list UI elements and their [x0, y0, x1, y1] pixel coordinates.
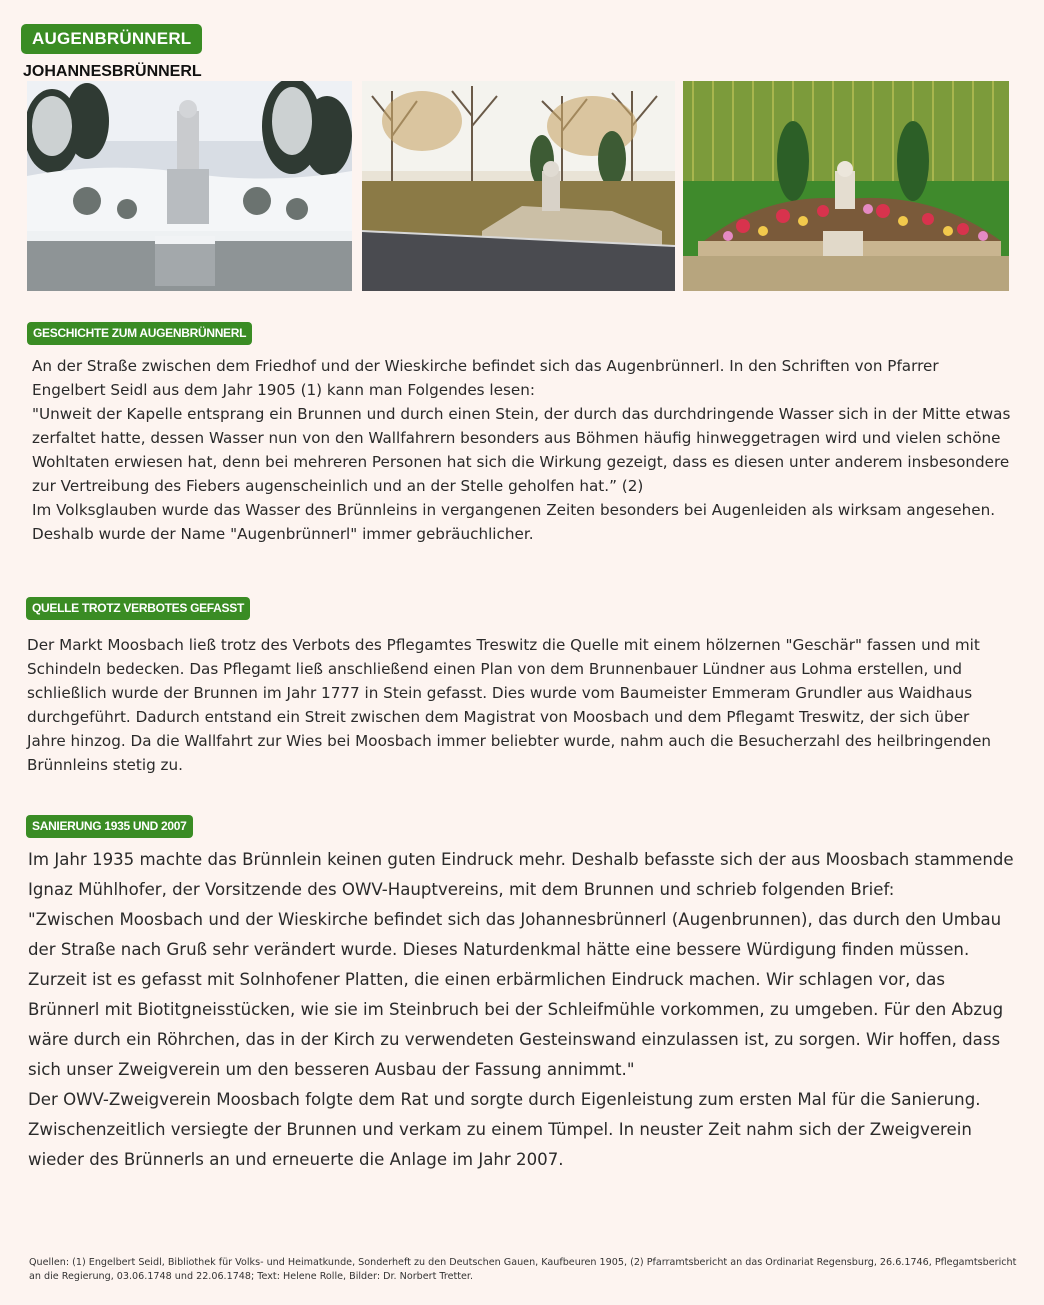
quote-paragraph: "Unweit der Kapelle entsprang ein Brunnen und durch einen Stein, der durch das durchdringende Wasser sich in der Mitte etwas zerfaltet hatte, dessen Wasser nun von den Wallfahrern besonders aus Böhmen häufig hinweggetragen wird und vielen schöne Wohltaten erwiesen hat, denn bei mehreren Personen hat sich die Wirkung gezeigt, dass es diesen unter anderem insbesondere zur Vertreibung des Fiebers augenscheinlich und an der Stelle geholfen hat.” (2) [32, 405, 1011, 495]
page-title-badge: AUGENBRÜNNERL [21, 24, 202, 54]
section-text-quelle [27, 633, 1012, 777]
paragraph: An der Straße zwischen dem Friedhof und der Wieskirche befindet sich das Augenbrünnerl. In den Schriften von Pfarrer Engelbert Seidl aus dem Jahr 1905 (1) kann man Folgendes lesen: [32, 357, 939, 399]
sources-footnote: Quellen: (1) Engelbert Seidl, Bibliothek für Volks- und Heimatkunde, Sonderheft zu den Deutschen Gauen, Kaufbeuren 1905, (2) Pfarramtsbericht an das Ordinariat Regensburg, 26.6.1746, Pflegamtsbericht an die Regierung, 03.06.1748 und 22.06.1748; Text: Helene Rolle, Bilder: Dr. Norbert Tretter. [29, 1257, 1017, 1282]
section-heading-geschichte: GESCHICHTE ZUM AUGENBRÜNNERL [27, 322, 252, 345]
section-text-sanierung [28, 845, 1018, 1175]
quote-paragraph: "Zwischen Moosbach und der Wieskirche befindet sich das Johannesbrünnerl (Augenbrunnen), das durch den Umbau der Straße nach Gruß sehr verändert wurde. Dieses Naturdenkmal hätte eine bessere Würdigung finden müssen. Zurzeit ist es gefasst mit Solnhofener Platten, die einen erbärmlichen Eindruck machen. Wir schlagen vor, das Brünnerl mit Biotitgneisstücken, wie sie im Steinbruch bei der Schleifmühle vorkommen, zu umgeben. Für den Abzug wäre durch ein Röhrchen, das in der Kirch zu verwendeten Gesteinswand einzulassen ist, zu sorgen. Wir hoffen, dass sich unser Zweigverein um den besseren Ausbau der Fassung annimmt." [28, 910, 1004, 1079]
section-heading-sanierung: SANIERUNG 1935 UND 2007 [26, 815, 193, 838]
winter-fountain-photo [27, 81, 352, 291]
page-subtitle: JOHANNESBRÜNNERL [23, 63, 202, 80]
autumn-fountain-photo [362, 81, 675, 291]
paragraph: Der OWV-Zweigverein Moosbach folgte dem Rat und sorgte durch Eigenleistung zum ersten Mal für die Sanierung. Zwischenzeitlich versiegte der Brunnen und verkam zu einem Tümpel. In neuster Zeit nahm sich der Zweigverein wieder des Brünnerls an und erneuerte die Anlage im Jahr 2007. [28, 1090, 981, 1169]
paragraph: Der Markt Moosbach ließ trotz des Verbots des Pflegamtes Treswitz die Quelle mit einem hölzernen "Geschär" fassen und mit Schindeln bedecken. Das Pflegamt ließ anschließend einen Plan von dem Brunnenbauer Lündner aus Lohma erstellen, und schließlich wurde der Brunnen im Jahr 1777 in Stein gefasst. Dies wurde vom Baumeister Emmeram Grundler aus Waidhaus durchgeführt. Dadurch entstand ein Streit zwischen dem Magistrat von Moosbach und dem Pflegamt Treswitz, der sich über Jahre hinzog. Da die Wallfahrt zur Wies bei Moosbach immer beliebter wurde, nahm auch die Besucherzahl des heilbringenden Brünnleins stetig zu. [27, 636, 992, 774]
section-heading-quelle: QUELLE TROTZ VERBOTES GEFASST [26, 597, 250, 620]
paragraph: Im Volksglauben wurde das Wasser des Brünnleins in vergangenen Zeiten besonders bei Augenleiden als wirksam angesehen. Deshalb wurde der Name "Augenbrünnerl" immer gebräuchlicher. [32, 501, 996, 543]
section-text-geschichte [32, 354, 1017, 546]
paragraph: Im Jahr 1935 machte das Brünnlein keinen guten Eindruck mehr. Deshalb befasste sich der aus Moosbach stammende Ignaz Mühlhofer, der Vorsitzende des OWV-Hauptvereins, mit dem Brunnen und schrieb folgenden Brief: [28, 850, 1014, 899]
summer-fountain-photo [683, 81, 1009, 291]
